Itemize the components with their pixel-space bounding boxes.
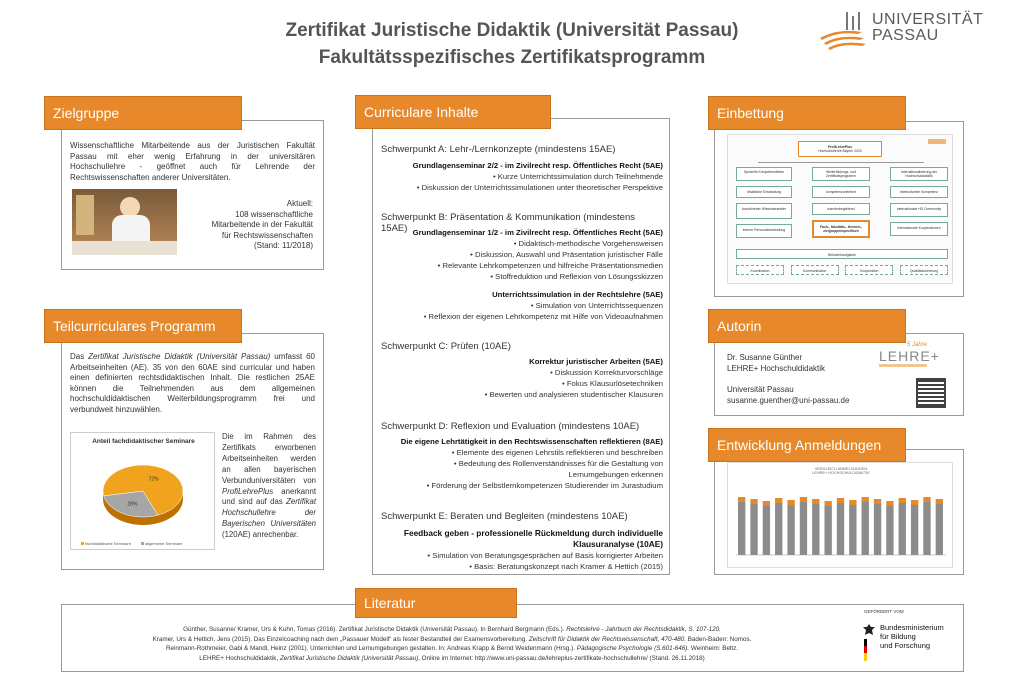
schwerpunkt-b-bullet6: • Reflexion der eigenen Lehrkompetenz mit Hilfe von Videoaufnahmen (423, 312, 663, 321)
pie-label-0: 72% (148, 476, 159, 483)
registration-bar-7 (824, 506, 831, 555)
registration-bar-top-2 (763, 501, 770, 506)
lit4-em: Zertifikat Juristische Didaktik (Universität Passau) (279, 654, 419, 662)
registration-bar-top-0 (738, 497, 745, 502)
registration-bar-top-7 (824, 501, 831, 506)
autorin-email[interactable]: susanne.guenther@uni-passau.de (727, 396, 850, 405)
page-subtitle: Fakultätsspezifisches Zertifikatsprogramm (318, 47, 706, 68)
schwerpunkt-c-seminar: Korrektur juristischer Arbeiten (5AE) (529, 357, 663, 366)
teil-p2-pre: Die im Rahmen des Zertifikats erworbenen Arbeitseinheiten werden an allen bayerischen Verbunduniversitäten von (222, 432, 316, 485)
lit4-pre: LEHRE+ Hochschuldidaktik, (199, 654, 280, 662)
registration-bar-top-4 (787, 500, 794, 505)
org-col1-item0: Spezielle Kompetenzfelder (736, 167, 792, 181)
curriculum-box (372, 118, 670, 575)
bmbf-line1: Bundesministerium (880, 623, 944, 632)
registration-bar-top-14 (911, 500, 918, 505)
foerder-label: GEFÖRDERT VOM (864, 609, 904, 614)
zielgruppe-box (61, 120, 324, 270)
org-col2-item2: transferbegleitend (812, 203, 870, 215)
org-column-2 (812, 167, 870, 238)
logo-line1: UNIVERSITÄT (872, 11, 984, 28)
schwerpunkt-a-title: Schwerpunkt A: Lehr-/Lernkonzepte (mindestens 15AE) (381, 144, 616, 155)
schwerpunkt-c-bullet1: • Diskussion Korrekturvorschläge (550, 368, 663, 377)
teil-p1-pre: Das (70, 352, 89, 361)
schwerpunkt-d-bullet1: • Elemente des eigenen Lehrstils reflektieren und beschreiben (451, 448, 663, 457)
registration-bar-10 (862, 502, 869, 555)
pie-chart (70, 432, 215, 550)
bmbf-logo (862, 609, 958, 669)
registration-bar-14 (911, 505, 918, 555)
literatur-item1 (72, 625, 832, 635)
pie-chart-title: Anteil fachdidaktischer Seminare (92, 438, 195, 445)
teil-paragraph2 (222, 432, 316, 541)
aktuell-stand: (Stand: 11/2018) (253, 241, 313, 250)
eagle-icon (862, 623, 876, 637)
org-bottom-bar: Netzwerkaufgaben (736, 249, 948, 259)
schwerpunkt-c-bullet3: • Bewerten und analysieren studentischer Klausuren (484, 390, 663, 399)
pie-chart-svg (71, 433, 216, 551)
literatur-heading: Literatur (355, 588, 517, 618)
registration-bar-8 (837, 503, 844, 555)
page-title: Zertifikat Juristische Didaktik (Universität Passau) (285, 20, 739, 41)
justitia-statue (76, 195, 94, 235)
lit3-pre: Reinmann-Rothmeier, Gabi & Mandl, Heinz (2001). Unterrichten und Lernumgebungen gestalten. In: Andreas Krapp & Bernd Weidenmann (Hrsg.). (165, 645, 577, 653)
org-task-0: Koordination (736, 265, 784, 275)
person-head (120, 197, 140, 217)
schwerpunkt-b-bullet3: • Relevante Lehrkompetenzen und hilfreiche Präsentationsmedien (437, 261, 663, 270)
legend-label-fachdidaktisch: fachdidaktische Seminare (85, 541, 131, 546)
registration-bar-9 (849, 505, 856, 555)
schwerpunkt-a-seminar: Grundlagenseminar 2/2 - im Zivilrecht resp. Öffentliches Recht (5AE) (412, 161, 663, 170)
lit2-em: Zeitschrift für Didaktik der Rechtswissenschaft, 470-480. (528, 635, 686, 643)
entwicklung-heading: Entwicklung Anmeldungen (708, 428, 906, 462)
aktuell-label: Aktuell: (286, 199, 313, 208)
teil-p1-post: umfasst 60 Arbeitseinheiten (AE). 35 von den 60AE sind curricular und haben einen definierten rechtsdidaktischen Inhalt. Die restlichen 25AE können die Teilnehmenden aus dem allgemeinen hochschuldidaktischen Weiterbildungsprogramm frei und verbundweit hinzuwählen. (70, 352, 316, 414)
literatur-item3 (72, 644, 832, 654)
schwerpunkt-c-bullet2: • Fokus Klausurlösetechniken (562, 379, 663, 388)
registration-bar-16 (936, 504, 943, 555)
schwerpunkt-b-seminar1: Grundlagenseminar 1/2 - im Zivilrecht resp. Öffentliches Recht (5AE) (412, 228, 663, 237)
org-task-2: Kooperation (845, 265, 893, 275)
aktuell-line3: Mitarbeitende in der Fakultät (211, 220, 313, 229)
lit3-em: Pädagogische Psychologie (S.601-646). (576, 645, 690, 653)
schwerpunkt-d-title: Schwerpunkt D: Reflexion und Evaluation (mindestens 10AE) (381, 421, 640, 432)
schwerpunkt-d-seminar: Die eigene Lehrtätigkeit in den Rechtswissenschaften reflektieren (8AE) (400, 437, 663, 446)
registration-bar-5 (800, 502, 807, 555)
registration-bar-3 (775, 503, 782, 555)
lehreplus-logo (875, 342, 945, 370)
logo-line2: PASSAU (872, 27, 939, 44)
pie-legend (81, 541, 183, 546)
curriculum-heading: Curriculare Inhalte (355, 95, 551, 129)
einbettung-heading: Einbettung (708, 96, 906, 130)
org-top-sub: Hochschullehre Bayern 2020 (818, 149, 862, 153)
university-logo-icon (818, 10, 870, 50)
schwerpunkt-d-bullet2: • Bedeutung des Rollenverständnisses für die Gestaltung von (453, 459, 663, 468)
schwerpunkt-b-title: Schwerpunkt B: Präsentation & Kommunikation (mindestens 15AE) (381, 212, 635, 234)
schwerpunkt-b-bullet4: • Stoffreduktion und Reflexion von Lösungsskizzen (490, 272, 663, 281)
lit3-post: Weinheim: Beltz. (689, 645, 739, 653)
schwerpunkt-b-seminar2: Unterrichtssimulation in der Rechtslehre (5AE) (492, 290, 663, 299)
autorin-dept: LEHRE+ Hochschuldidaktik (727, 364, 826, 373)
autorin-uni: Universität Passau (727, 385, 794, 394)
org-task-3: Qualitätssicherung (900, 265, 948, 275)
registration-bar-15 (923, 502, 930, 555)
org-col1-item3: interne Personalentwicklung (736, 224, 792, 238)
bmbf-line2: für Bildung (880, 632, 916, 641)
flag-stripe (864, 639, 867, 661)
desk (72, 241, 177, 255)
schwerpunkt-a-bullet2: • Diskussion der Unterrichtssimulationen unter theoretischer Perspektive (416, 183, 663, 192)
legend-label-allgemein: allgemeine Seminare (145, 541, 183, 546)
registration-bar-top-1 (750, 499, 757, 504)
org-top-label: ProfiLehrePlus (827, 145, 853, 149)
zielgruppe-photo (72, 189, 177, 255)
registration-bar-top-11 (874, 499, 881, 504)
aktuell-line4: für Rechtswissenschaften (221, 230, 313, 240)
org-col3-item1: interkulturelle Kompetenz (890, 186, 948, 198)
registration-bar-top-5 (800, 497, 807, 502)
zielgruppe-text: Wissenschaftliche Mitarbeitende aus der Juristischen Fakultät Passau mit eher wenig Erfahrung in der universitären Hochschullehre - geöffnet auch für Lehrende der Rechtswissenschaften anderer Universitäten. (70, 141, 315, 182)
lit1-em: Rechtslehre - Jahrbuch der Rechtsdidaktik, S. 107-120. (566, 626, 721, 633)
registration-bar-top-8 (837, 498, 844, 503)
schwerpunkt-c-title: Schwerpunkt C: Prüfen (10AE) (381, 341, 511, 352)
registration-bar-top-13 (899, 498, 906, 503)
registrations-chart-title1: VERGLEICH ANMELDUNGEN (814, 467, 868, 471)
lit1-pre: Günther, Susanne/ Kramer, Urs & Kuhn, Tomas (2016). Zertifikat Juristische Didaktik (Universität Passau). In Bernhard Bergmann (Eds.). (183, 626, 567, 633)
org-col1-item1: Inhaltliche Entwicklung (736, 186, 792, 198)
org-column-1 (736, 167, 792, 238)
org-tasks (736, 265, 948, 275)
lit2-post: Baden-Baden: Nomos. (685, 635, 752, 643)
schwerpunkt-e-bullet2: • Basis: Beratungskonzept nach Kramer & Hettich (2015) (469, 562, 663, 571)
literatur-item2 (72, 635, 832, 645)
registration-bar-top-12 (886, 501, 893, 506)
teil-p2-em2: Zertifikat Hochschullehre der Bayerischen Universitäten (222, 497, 316, 529)
registration-bar-12 (886, 506, 893, 555)
teil-paragraph1 (70, 352, 315, 415)
registrations-chart-title2: LEHRE+ HOCHSCHULDIDAKTIK (812, 471, 870, 475)
teil-box (61, 333, 324, 570)
schwerpunkt-e-seminar2: Klausuranalyse (10AE) (573, 539, 663, 549)
registration-bar-top-15 (923, 497, 930, 502)
legend-item-allgemein (141, 541, 183, 546)
schwerpunkt-e-title: Schwerpunkt E: Beraten und Begleiten (mindestens 10AE) (381, 511, 628, 522)
org-col3-item0: Internationalisierung der Hochschuldidaktik (890, 167, 948, 181)
org-task-1: Kommunikation (791, 265, 839, 275)
teil-heading: Teilcurriculares Programm (44, 309, 242, 343)
lit2-pre: Kramer, Urs & Hettich, Jens (2015). Das Einzelcoaching nach dem „Passauer Modell“ als fester Bestandteil der Examensvorbereitung. (152, 635, 529, 643)
registrations-chart (727, 462, 953, 568)
registration-bar-top-16 (936, 499, 943, 504)
teil-p2-em1: ProfiLehrePlus (222, 486, 274, 496)
lehreplus-logo-line (879, 364, 927, 367)
schwerpunkt-d-bullet3: • Förderung der Selbstlernkompetenzen Studierender im Jurastudium (426, 481, 663, 490)
qr-code[interactable] (916, 378, 946, 408)
autorin-heading: Autorin (708, 309, 906, 343)
lit4-post: , Online im Internet: http://www.uni-passau.de/lehreplus-zertifikate-hochschullehre/ (Stand. 26.11.2018) (418, 654, 705, 662)
org-top-box (798, 141, 882, 157)
einbettung-box (714, 121, 964, 297)
registration-bar-0 (738, 502, 745, 555)
autorin-contact (727, 352, 849, 406)
org-connector (758, 162, 924, 163)
zielgruppe-heading: Zielgruppe (44, 96, 242, 130)
schwerpunkt-e-bullet1: • Simulation von Beratungsgesprächen auf Basis korrigierter Arbeiten (427, 551, 663, 560)
org-col3-item3: internationale Kooperationen (890, 222, 948, 236)
schwerpunkt-b-bullet5: • Simulation von Unterrichtssequenzen (530, 301, 663, 310)
org-col2-item1: kompetenzorientiert (812, 186, 870, 198)
teil-p2-post: (120AE) anrechenbar. (222, 530, 299, 540)
registration-bar-13 (899, 503, 906, 555)
literatur-item4 (72, 654, 832, 664)
lehreplus-logo-main: LEHRE+ (879, 348, 940, 364)
registrations-chart-svg (728, 463, 954, 569)
autorin-box (714, 333, 964, 416)
registration-bar-6 (812, 504, 819, 555)
registration-bar-top-6 (812, 499, 819, 504)
registration-bar-top-10 (862, 497, 869, 502)
registration-bar-1 (750, 504, 757, 555)
aktuell-line2: 108 wissenschaftliche (235, 209, 313, 219)
pie-label-1: 28% (127, 501, 138, 508)
teil-p2-mid: anerkannt und sind auf das (222, 486, 316, 507)
org-column-3 (890, 167, 948, 236)
literatur-list (72, 625, 832, 663)
entwicklung-box (714, 449, 964, 575)
schwerpunkt-a-bullet1: • Kurze Unterrichtssimulation durch Teilnehmende (492, 172, 663, 181)
autorin-name: Dr. Susanne Günther (727, 353, 803, 362)
legend-item-fachdidaktisch (81, 541, 131, 546)
schwerpunkt-d-bullet2-cont: Lernumgebungen erkennen (568, 470, 663, 479)
schwerpunkt-b-bullet1: • Didaktisch-methodische Vorgehensweisen (513, 239, 663, 248)
university-logo (818, 10, 984, 50)
org-chart (727, 134, 953, 284)
org-col1-item2: koordinierter Wissenstransfer (736, 203, 792, 219)
schwerpunkt-e-seminar1: Feedback geben - professionelle Rückmeldung durch individuelle (403, 528, 663, 538)
registration-bar-2 (763, 506, 770, 555)
teil-p1-em: Zertifikat Juristische Didaktik (Universität Passau) (88, 352, 271, 361)
registration-bar-top-3 (775, 498, 782, 503)
schwerpunkt-b-bullet2: • Diskussion, Auswahl und Präsentation juristischer Fälle (470, 250, 663, 259)
lehreplus-logo-top: 5 Jahre (906, 342, 927, 348)
org-col2-item0: Weiterbildungs- und Zertifikatsprogramm (812, 167, 870, 181)
registration-bar-top-9 (849, 500, 856, 505)
zielgruppe-aktuell (173, 199, 313, 252)
org-logo (928, 139, 946, 144)
registration-bar-4 (787, 505, 794, 555)
org-col3-item2: internationale HD Community (890, 203, 948, 217)
registration-bar-11 (874, 504, 881, 555)
org-col2-item3-highlight: Fach-, fakultäts-, themen-, zielgruppenspezifisch (812, 220, 870, 238)
bmbf-text (880, 623, 944, 650)
bmbf-line3: und Forschung (880, 641, 931, 650)
